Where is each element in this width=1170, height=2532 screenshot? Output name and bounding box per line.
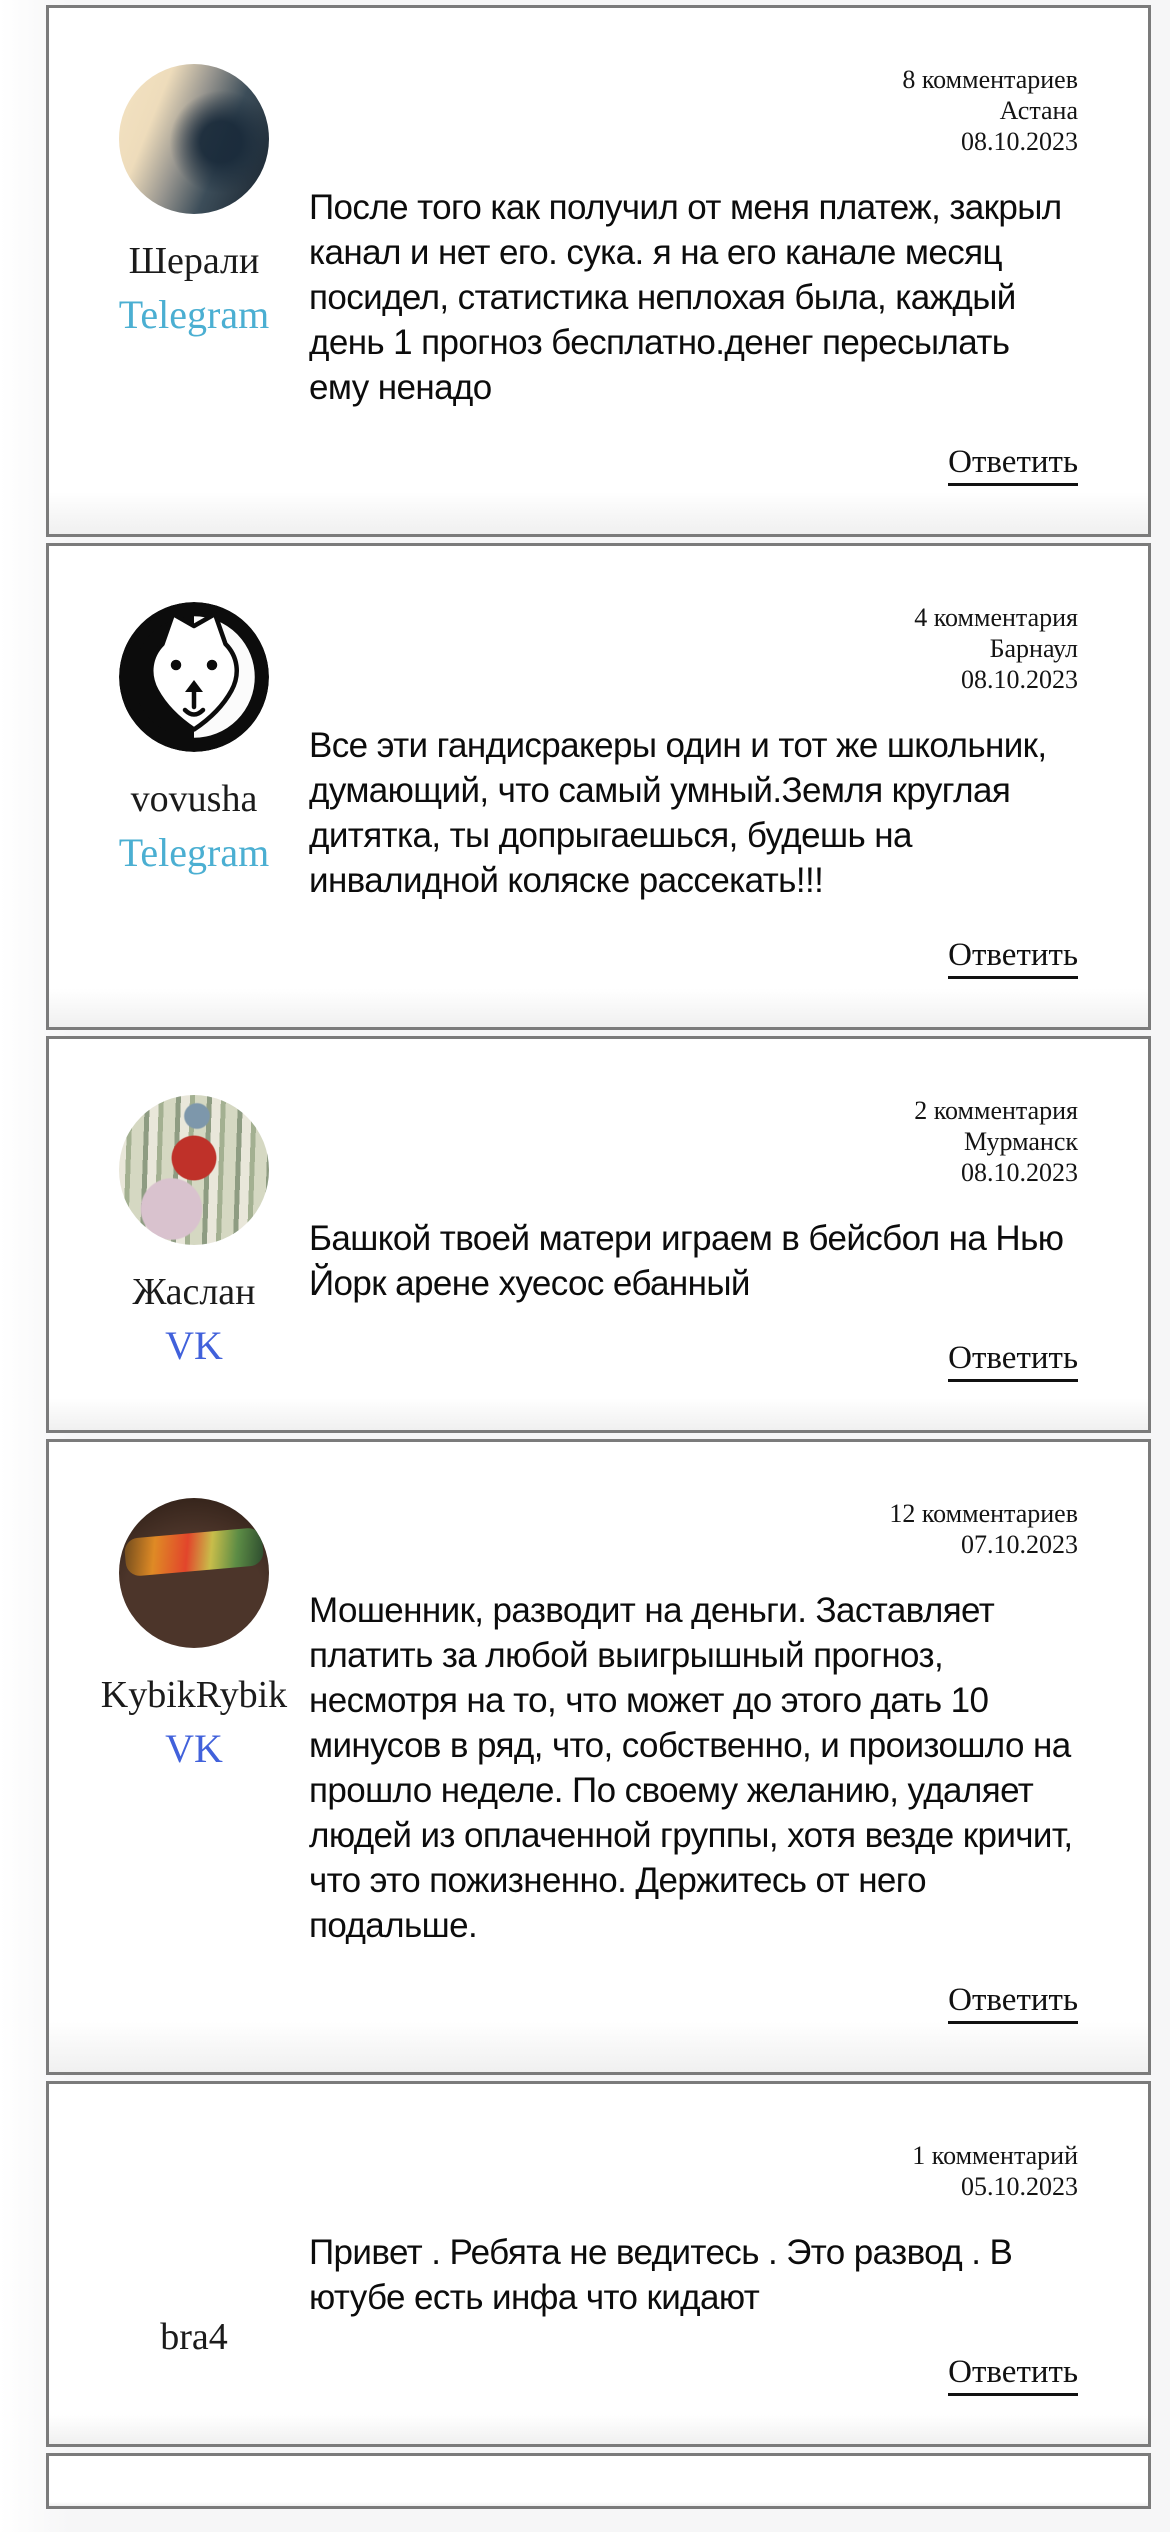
reply-row	[309, 1340, 1078, 1382]
reviewer-name: vovusha	[130, 778, 258, 820]
review-meta	[309, 64, 1078, 157]
reviewer-column	[79, 602, 309, 979]
reviewer-column	[79, 2140, 309, 2396]
avatar-pitbull-logo	[119, 602, 269, 752]
review-body-column	[309, 2140, 1078, 2396]
reply-row	[309, 1982, 1078, 2024]
pitbull-logo-image	[119, 602, 269, 752]
comments-count: 4 комментария	[914, 603, 1078, 632]
review-text: Привет . Ребята не ведитесь . Это развод . В ютубе есть инфа что кидают	[309, 2233, 1013, 2317]
review-date: 05.10.2023	[961, 2172, 1078, 2201]
avatar-placeholder	[119, 2140, 269, 2290]
avatar-man-in-car-photo	[119, 64, 269, 214]
comments-count: 12 комментариев	[889, 1499, 1078, 1528]
review-card	[46, 543, 1151, 1030]
platform-link[interactable]: Telegram	[118, 829, 270, 875]
platform-link[interactable]: Telegram	[118, 291, 270, 337]
reviewer-name: Жаслан	[132, 1271, 256, 1313]
review-date: 08.10.2023	[961, 665, 1078, 694]
review-card	[46, 1439, 1151, 2075]
reply-link[interactable]: Ответить	[948, 1982, 1078, 2024]
comments-count: 1 комментарий	[912, 2141, 1078, 2170]
reviewer-name: bra4	[160, 2316, 228, 2358]
reviewer-column	[79, 1498, 309, 2024]
review-card	[46, 2081, 1151, 2447]
review-body-column	[309, 1095, 1078, 1382]
review-city: Барнаул	[989, 634, 1078, 663]
comments-count: 8 комментариев	[902, 65, 1078, 94]
reviewer-column	[79, 1095, 309, 1382]
review-city: Астана	[999, 96, 1078, 125]
reply-row	[309, 937, 1078, 979]
reply-link[interactable]: Ответить	[948, 444, 1078, 486]
platform-link[interactable]: VK	[165, 1725, 223, 1771]
avatar-family-photo	[119, 1095, 269, 1245]
review-date: 07.10.2023	[961, 1530, 1078, 1559]
reply-row	[309, 2354, 1078, 2396]
reply-link[interactable]: Ответить	[948, 1340, 1078, 1382]
review-card	[46, 1036, 1151, 1433]
reviewer-name: Шерали	[128, 240, 260, 282]
review-date: 08.10.2023	[961, 127, 1078, 156]
avatar-sunglasses-face-photo	[119, 1498, 269, 1648]
review-text: Мошенник, разводит на деньги. Заставляет платить за любой выигрышный прогноз, несмотря на то, что может до этого дать 10 минусов в ряд, что, собственно, и произошло на прошло неделе. По своему желанию, удаляет людей из оплаченной группы, хотя везде кричит, что это пожизненно. Держитесь от него подальше.	[309, 1591, 1073, 1945]
review-card	[46, 5, 1151, 537]
review-body-column	[309, 602, 1078, 979]
review-meta	[309, 602, 1078, 695]
reply-link[interactable]: Ответить	[948, 2354, 1078, 2396]
reply-row	[309, 444, 1078, 486]
review-meta	[309, 2140, 1078, 2202]
next-review-card-partial	[46, 2453, 1151, 2509]
review-date: 08.10.2023	[961, 1158, 1078, 1187]
review-text: После того как получил от меня платеж, закрыл канал и нет его. сука. я на его канале месяц посидел, статистика неплохая была, каждый день 1 прогноз бесплатно.денег пересылать ему ненадо	[309, 188, 1062, 407]
review-body-column	[309, 1498, 1078, 2024]
review-city: Мурманск	[964, 1127, 1078, 1156]
reviewer-name: KybikRybik	[100, 1674, 288, 1716]
review-text: Башкой твоей матери играем в бейсбол на Нью Йорк арене хуесос ебанный	[309, 1219, 1064, 1303]
review-meta	[309, 1498, 1078, 1560]
review-meta	[309, 1095, 1078, 1188]
review-body-column	[309, 64, 1078, 486]
reply-link[interactable]: Ответить	[948, 937, 1078, 979]
platform-link[interactable]: VK	[165, 1322, 223, 1368]
review-text: Все эти гандисракеры один и тот же школьник, думающий, что самый умный.Земля круглая дитятка, ты допрыгаешься, будешь на инвалидной коляске рассекать!!!	[309, 726, 1047, 900]
comments-count: 2 комментария	[914, 1096, 1078, 1125]
reviewer-column	[79, 64, 309, 486]
